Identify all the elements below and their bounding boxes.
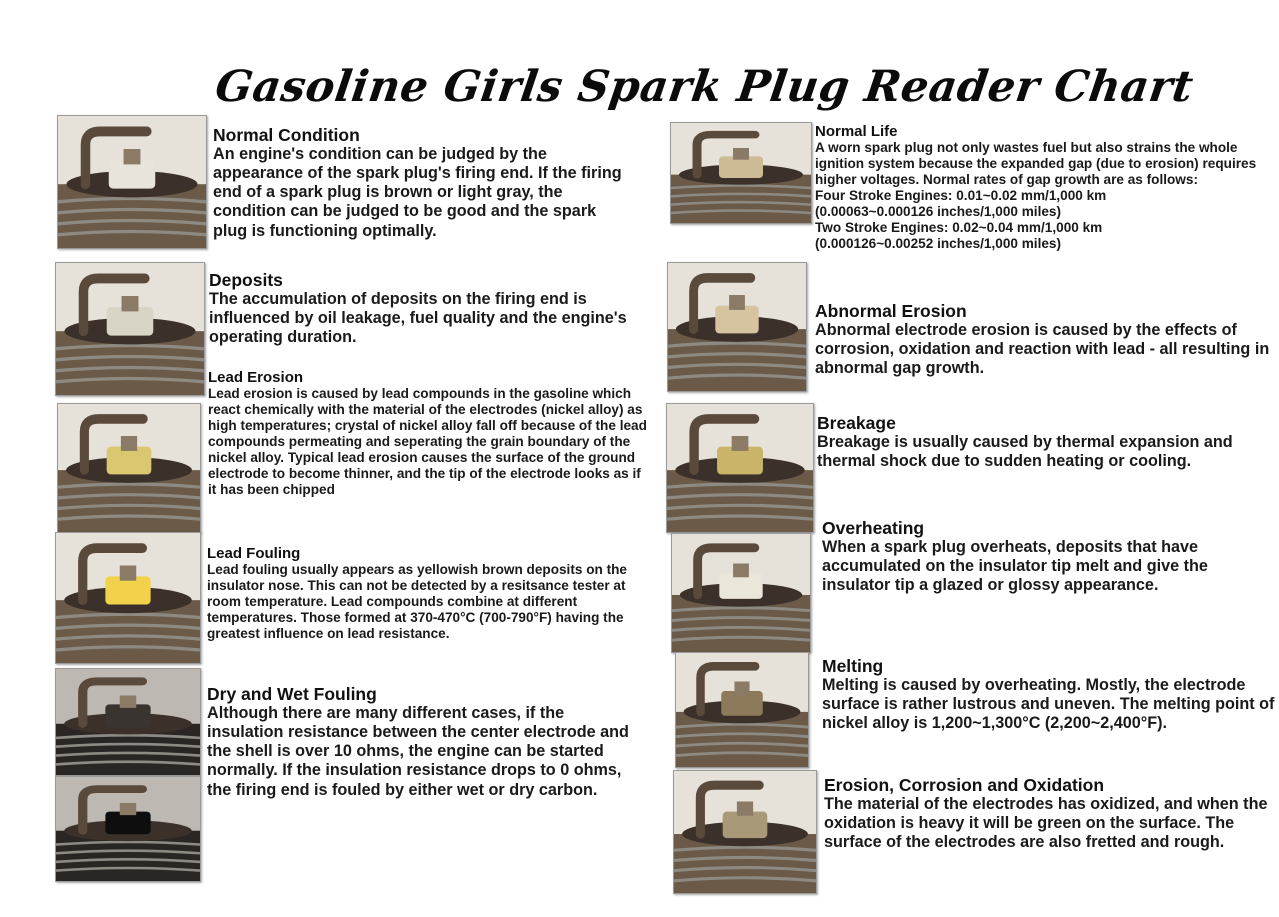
overheating-section bbox=[822, 518, 1272, 595]
normal-life-heading: Normal Life bbox=[815, 123, 898, 140]
lead-erosion-section bbox=[208, 369, 648, 498]
normal-life-rate-3: Two Stroke Engines: 0.02~0.04 mm/1,000 km bbox=[815, 220, 1103, 236]
normal-life-rate-2: (0.00063~0.000126 inches/1,000 miles) bbox=[815, 204, 1062, 220]
normal-condition-section bbox=[213, 125, 633, 241]
deposits-heading: Deposits bbox=[209, 270, 283, 290]
lead-fouling-section bbox=[207, 545, 647, 642]
spark-plug-illustration bbox=[56, 669, 200, 775]
normal-condition-photo bbox=[57, 115, 207, 249]
normal-life-text: A worn spark plug not only wastes fuel but also strains the whole ignition system because the expanded gap (due to erosion) requires higher voltages. Normal rates of gap growth are as follows: bbox=[815, 140, 1257, 188]
erosion-corrosion-oxidation-section bbox=[824, 775, 1269, 852]
overheating-photo bbox=[671, 533, 811, 653]
spark-plug-illustration bbox=[676, 653, 808, 767]
dry-wet-fouling-text: Although there are many different cases, if the insulation resistance between the center electrode and the shell is over 10 ohms, the engine can be started normally. If the insulation resistance drops to 0 ohms, the firing end is fouled by either wet or dry carbon. bbox=[207, 704, 629, 799]
normal-life-photo bbox=[670, 122, 812, 224]
lead-erosion-text: Lead erosion is caused by lead compounds in the gasoline which react chemically with the material of the electrodes (nickel alloy) as high temperatures; crystal of nickel alloy fall off because of the lead compounds permeating and seperating the grain boundary of the nickel alloy. Typical lead erosion causes the surface of the ground electrode to become thinner, and the tip of the electrode looks as if it has been chipped bbox=[208, 386, 647, 498]
dry-fouling-photo bbox=[55, 668, 201, 776]
erosion-corrosion-oxidation-heading: Erosion, Corrosion and Oxidation bbox=[824, 775, 1105, 795]
normal-life-rate-1: Four Stroke Engines: 0.01~0.02 mm/1,000 km bbox=[815, 188, 1107, 204]
spark-plug-illustration bbox=[671, 123, 811, 223]
melting-heading: Melting bbox=[822, 656, 884, 676]
abnormal-erosion-photo bbox=[667, 262, 807, 392]
melting-text: Melting is caused by overheating. Mostly, the electrode surface is rather lustrous and uneven. The melting point of nickel alloy is 1,200~1,300°C (2,200~2,400°F). bbox=[822, 676, 1275, 733]
abnormal-erosion-section bbox=[815, 301, 1275, 378]
deposits-photo bbox=[55, 262, 205, 396]
deposits-text: The accumulation of deposits on the firing end is influenced by oil leakage, fuel quality and the engine's operating duration. bbox=[209, 290, 627, 347]
normal-condition-text: An engine's condition can be judged by the appearance of the spark plug's firing end. If the firing end of a spark plug is brown or light gray, the condition can be judged to be good and the spark plug is functioning optimally. bbox=[213, 145, 622, 240]
breakage-photo bbox=[666, 403, 814, 533]
breakage-section bbox=[817, 413, 1277, 471]
breakage-text: Breakage is usually caused by thermal expansion and thermal shock due to sudden heating or cooling. bbox=[817, 433, 1233, 471]
lead-fouling-text: Lead fouling usually appears as yellowish brown deposits on the insulator nose. This can not be detected by a resitsance tester at room temperature. Lead compounds combine at different temperatures. Those formed at 370-470°C (700-790°F) having the greatest influence on lead resistance. bbox=[207, 562, 627, 642]
spark-plug-illustration bbox=[667, 404, 813, 532]
dry-wet-fouling-heading: Dry and Wet Fouling bbox=[207, 684, 377, 704]
lead-fouling-photo bbox=[55, 532, 201, 664]
lead-erosion-photo bbox=[57, 403, 201, 533]
spark-plug-illustration bbox=[672, 534, 810, 652]
abnormal-erosion-text: Abnormal electrode erosion is caused by the effects of corrosion, oxidation and reaction with lead - all resulting in abnormal gap growth. bbox=[815, 321, 1270, 378]
dry-wet-fouling-section bbox=[207, 684, 632, 800]
spark-plug-illustration bbox=[56, 777, 200, 881]
wet-fouling-photo bbox=[55, 776, 201, 882]
deposits-section bbox=[209, 270, 639, 347]
spark-plug-illustration bbox=[668, 263, 806, 391]
page-title: Gasoline Girls Spark Plug Reader Chart bbox=[212, 62, 1197, 112]
spark-plug-illustration bbox=[58, 116, 206, 248]
breakage-heading: Breakage bbox=[817, 413, 896, 433]
melting-photo bbox=[675, 652, 809, 768]
melting-section bbox=[822, 656, 1277, 733]
overheating-heading: Overheating bbox=[822, 518, 925, 538]
spark-plug-illustration bbox=[674, 771, 816, 893]
normal-life-section bbox=[815, 123, 1270, 252]
oxidation-photo bbox=[673, 770, 817, 894]
lead-erosion-heading: Lead Erosion bbox=[208, 369, 304, 386]
normal-condition-heading: Normal Condition bbox=[213, 125, 360, 145]
erosion-corrosion-oxidation-text: The material of the electrodes has oxidized, and when the oxidation is heavy it will be green on the surface. The surface of the electrodes are also fretted and rough. bbox=[824, 795, 1268, 852]
abnormal-erosion-heading: Abnormal Erosion bbox=[815, 301, 967, 321]
spark-plug-illustration bbox=[56, 533, 200, 663]
overheating-text: When a spark plug overheats, deposits that have accumulated on the insulator tip melt and give the insulator tip a glazed or glossy appearance. bbox=[822, 538, 1208, 595]
lead-fouling-heading: Lead Fouling bbox=[207, 545, 301, 562]
normal-life-rate-4: (0.000126~0.00252 inches/1,000 miles) bbox=[815, 236, 1062, 252]
spark-plug-illustration bbox=[56, 263, 204, 395]
spark-plug-illustration bbox=[58, 404, 200, 532]
